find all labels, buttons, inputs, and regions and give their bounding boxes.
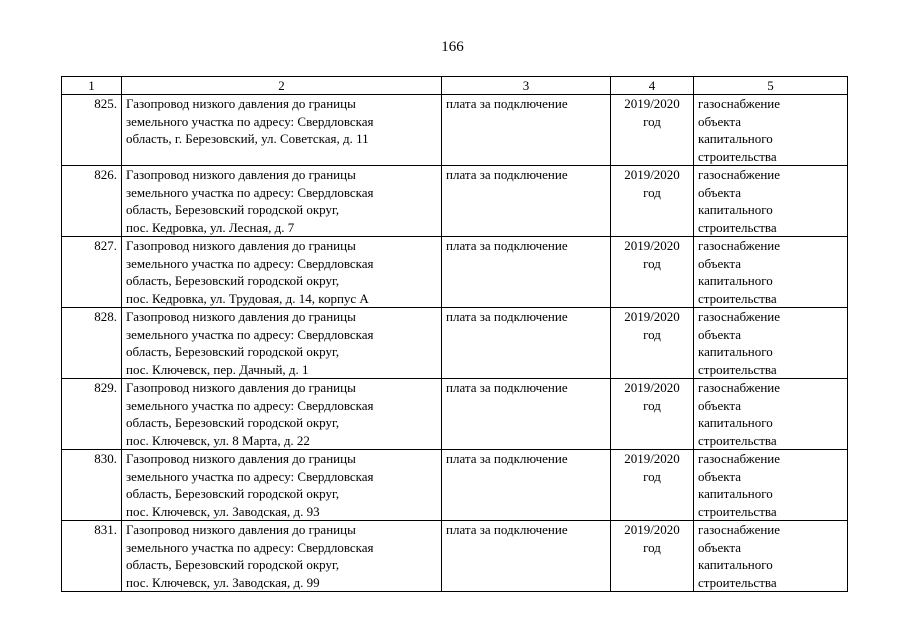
column-header-4: 4 (611, 77, 694, 95)
funding-source: плата за подключение (442, 95, 611, 166)
period: 2019/2020 год (611, 95, 694, 166)
object-description: Газопровод низкого давления до границы земельного участка по адресу: Свердловская область, Березовский городской округ, пос. Ключевск, ул. Заводская, д. 93 (122, 450, 442, 521)
row-number: 826. (62, 166, 122, 237)
period: 2019/2020 год (611, 450, 694, 521)
funding-source: плата за подключение (442, 237, 611, 308)
table-row (62, 237, 848, 308)
row-number: 825. (62, 95, 122, 166)
row-number: 828. (62, 308, 122, 379)
object-description: Газопровод низкого давления до границы земельного участка по адресу: Свердловская область, Березовский городской округ, пос. Ключевск, пер. Дачный, д. 1 (122, 308, 442, 379)
purpose: газоснабжение объекта капитального строительства (694, 166, 848, 237)
funding-source: плата за подключение (442, 521, 611, 592)
column-header-2: 2 (122, 77, 442, 95)
funding-source: плата за подключение (442, 308, 611, 379)
object-description: Газопровод низкого давления до границы земельного участка по адресу: Свердловская область, Березовский городской округ, пос. Ключевск, ул. Заводская, д. 99 (122, 521, 442, 592)
column-header-3: 3 (442, 77, 611, 95)
object-description: Газопровод низкого давления до границы земельного участка по адресу: Свердловская область, г. Березовский, ул. Советская, д. 11 (122, 95, 442, 166)
object-description: Газопровод низкого давления до границы земельного участка по адресу: Свердловская область, Березовский городской округ, пос. Ключевск, ул. 8 Марта, д. 22 (122, 379, 442, 450)
purpose: газоснабжение объекта капитального строительства (694, 379, 848, 450)
period: 2019/2020 год (611, 379, 694, 450)
purpose: газоснабжение объекта капитального строительства (694, 237, 848, 308)
table-row (62, 521, 848, 592)
table-header (62, 77, 848, 95)
table-row (62, 95, 848, 166)
object-description: Газопровод низкого давления до границы земельного участка по адресу: Свердловская область, Березовский городской округ, пос. Кедровка, ул. Трудовая, д. 14, корпус А (122, 237, 442, 308)
data-table (61, 76, 848, 592)
table-row (62, 379, 848, 450)
table-row (62, 308, 848, 379)
table-body (62, 95, 848, 592)
table-row (62, 166, 848, 237)
purpose: газоснабжение объекта капитального строительства (694, 308, 848, 379)
purpose: газоснабжение объекта капитального строительства (694, 521, 848, 592)
purpose: газоснабжение объекта капитального строительства (694, 450, 848, 521)
funding-source: плата за подключение (442, 450, 611, 521)
page-number: 166 (441, 39, 464, 55)
column-header-1: 1 (62, 77, 122, 95)
period: 2019/2020 год (611, 237, 694, 308)
table-row (62, 450, 848, 521)
period: 2019/2020 год (611, 308, 694, 379)
header-row (62, 77, 848, 95)
funding-source: плата за подключение (442, 379, 611, 450)
funding-source: плата за подключение (442, 166, 611, 237)
row-number: 830. (62, 450, 122, 521)
column-header-5: 5 (694, 77, 848, 95)
purpose: газоснабжение объекта капитального строительства (694, 95, 848, 166)
period: 2019/2020 год (611, 166, 694, 237)
object-description: Газопровод низкого давления до границы земельного участка по адресу: Свердловская область, Березовский городской округ, пос. Кедровка, ул. Лесная, д. 7 (122, 166, 442, 237)
period: 2019/2020 год (611, 521, 694, 592)
row-number: 829. (62, 379, 122, 450)
row-number: 827. (62, 237, 122, 308)
row-number: 831. (62, 521, 122, 592)
